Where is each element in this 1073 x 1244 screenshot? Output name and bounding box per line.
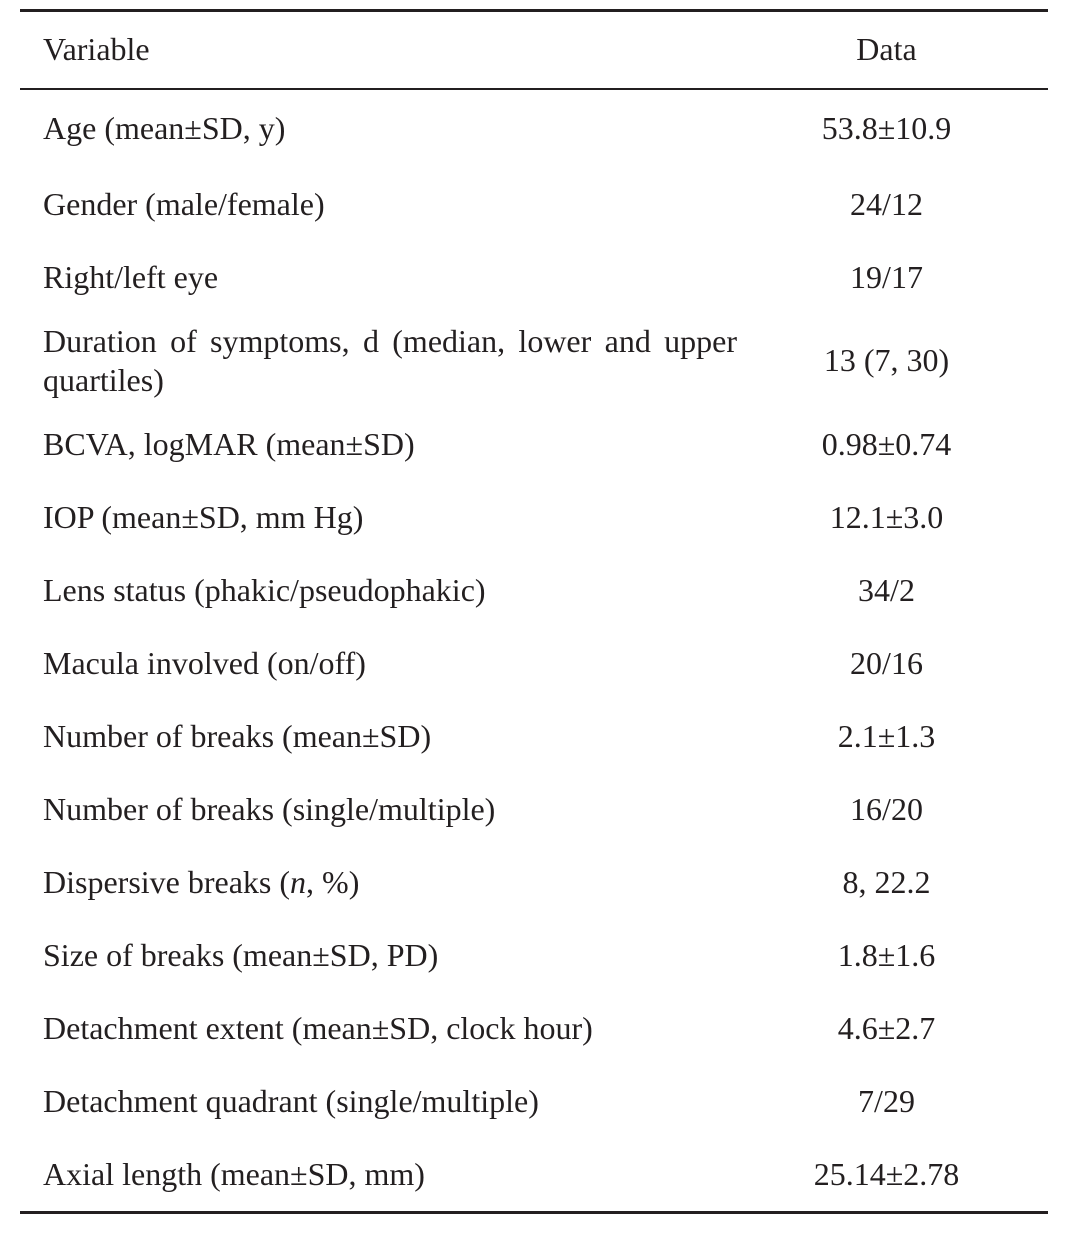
row-variable-suffix: , %)	[306, 863, 360, 900]
row-data: 13 (7, 30)	[823, 342, 950, 379]
table-row	[20, 992, 1048, 1065]
row-data: 8, 22.2	[842, 863, 931, 900]
table-row	[20, 919, 1048, 992]
row-variable: Number of breaks (mean±SD)	[43, 717, 432, 754]
row-variable: Axial length (mean±SD, mm)	[43, 1155, 425, 1192]
row-data: 16/20	[850, 790, 923, 827]
row-data: 1.8±1.6	[837, 936, 936, 973]
row-variable: Right/left eye	[43, 258, 219, 295]
header-data: Data	[856, 31, 917, 68]
table-row	[20, 700, 1048, 773]
row-variable: Macula involved (on/off)	[43, 644, 366, 681]
table-row	[20, 554, 1048, 627]
table-row	[20, 241, 1048, 314]
table-row	[20, 846, 1048, 919]
table-row	[20, 481, 1048, 554]
table-row	[20, 1138, 1048, 1213]
row-data: 0.98±0.74	[821, 425, 952, 462]
table-row	[20, 89, 1048, 168]
row-variable	[20, 314, 743, 408]
characteristics-table	[20, 9, 1048, 1214]
row-variable: Age (mean±SD, y)	[43, 110, 286, 147]
row-data: 34/2	[858, 571, 915, 608]
table-header-row	[20, 11, 1048, 90]
row-variable: BCVA, logMAR (mean±SD)	[43, 425, 415, 462]
row-variable: Size of breaks (mean±SD, PD)	[43, 936, 439, 973]
row-data: 19/17	[850, 258, 923, 295]
row-data: 7/29	[858, 1082, 915, 1119]
table-row	[20, 627, 1048, 700]
table-row	[20, 314, 1048, 408]
row-variable-prefix: Dispersive breaks (	[43, 863, 291, 900]
data-table-container	[20, 9, 1048, 1214]
table-row	[20, 1065, 1048, 1138]
row-variable-text: Duration of symptoms, d (median, lower and upper quartiles)	[43, 322, 737, 398]
row-data: 25.14±2.78	[813, 1155, 960, 1192]
row-variable: Gender (male/female)	[43, 185, 325, 222]
table-row	[20, 168, 1048, 241]
table-row	[20, 773, 1048, 846]
table-row	[20, 408, 1048, 481]
row-data: 20/16	[850, 644, 923, 681]
row-data: 2.1±1.3	[837, 717, 936, 754]
row-variable: Number of breaks (single/multiple)	[43, 790, 496, 827]
row-variable: Detachment quadrant (single/multiple)	[43, 1082, 539, 1119]
row-data: 12.1±3.0	[829, 498, 944, 535]
header-variable: Variable	[43, 31, 150, 68]
row-variable: Detachment extent (mean±SD, clock hour)	[43, 1009, 593, 1046]
row-variable: IOP (mean±SD, mm Hg)	[43, 498, 364, 535]
row-data: 24/12	[850, 185, 923, 222]
row-variable-italic: n	[290, 863, 307, 900]
row-data: 53.8±10.9	[821, 110, 952, 147]
row-variable	[20, 846, 743, 919]
row-data: 4.6±2.7	[837, 1009, 936, 1046]
row-variable: Lens status (phakic/pseudophakic)	[43, 571, 486, 608]
